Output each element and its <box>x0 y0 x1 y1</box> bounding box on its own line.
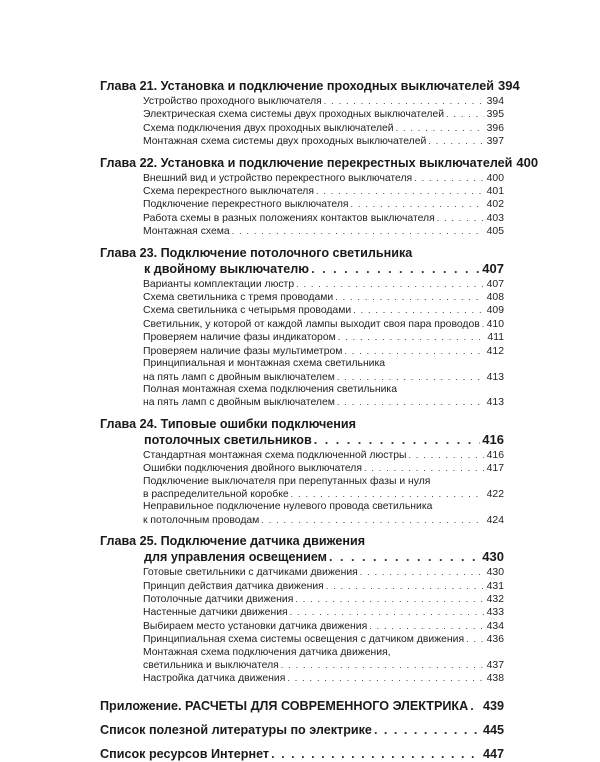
leader-dots <box>470 698 481 714</box>
leader-dots <box>351 198 484 210</box>
leader-dots <box>337 396 484 408</box>
leader-dots <box>311 261 480 277</box>
leader-dots <box>232 225 484 237</box>
chapter-title-second-line: к двойному выключателю <box>144 261 310 276</box>
toc-item[interactable] <box>143 345 504 358</box>
toc-item-label: Стандартная монтажная схема подключенной люстры <box>143 449 407 461</box>
toc-item-label: Монтажная схема системы двух проходных выключателей <box>143 136 427 148</box>
toc-item[interactable] <box>143 278 504 291</box>
toc-item-page: 408 <box>486 292 504 304</box>
chapter-items <box>100 278 504 410</box>
chapter-page-number: 430 <box>482 549 504 565</box>
toc-item[interactable] <box>143 212 504 225</box>
toc-item-label: Принципиальная схема системы освещения с датчиком движения <box>143 634 465 646</box>
toc-item-page: 436 <box>486 634 504 646</box>
toc-item-page: 433 <box>486 607 504 619</box>
toc-item-label: Принцип действия датчика движения <box>143 580 324 592</box>
leader-dots <box>446 108 484 120</box>
chapter-title-first-line[interactable]: Глава 23. Подключение потолочного светильника <box>100 245 413 260</box>
toc-item-first-line[interactable]: Неправильное подключение нулевого провода светильника <box>143 501 433 513</box>
toc-item-page: 405 <box>486 226 504 238</box>
toc-item-first-line[interactable]: Полная монтажная схема подключения светильника <box>143 383 397 395</box>
toc-item-label: Ошибки подключения двойного выключателя <box>143 463 362 475</box>
toc-item[interactable] <box>143 633 504 646</box>
leader-dots <box>335 291 484 303</box>
chapter-page-number: 400 <box>516 154 539 170</box>
toc-item[interactable] <box>143 396 504 409</box>
toc-item-page: 402 <box>486 199 504 211</box>
toc-item-page: 431 <box>486 580 504 592</box>
chapter-title-first-line[interactable]: Глава 24. Типовые ошибки подключения <box>100 416 356 431</box>
leader-dots <box>295 593 484 605</box>
toc-item[interactable] <box>143 580 504 593</box>
chapter-title: Глава 22. Установка и подключение перекрестных выключателей <box>100 155 513 170</box>
toc-item-page: 407 <box>486 278 504 290</box>
chapter-title-line[interactable] <box>100 154 539 171</box>
leader-dots <box>338 331 484 343</box>
toc-item-page: 401 <box>486 186 504 198</box>
appendix-page: 439 <box>482 698 504 713</box>
toc-item-label: на пять ламп с двойным выключателем <box>143 371 335 383</box>
toc-item-label: Светильник, у которой от каждой лампы выходит своя пара проводов <box>143 318 480 330</box>
toc-item-label: Подключение перекрестного выключателя <box>143 199 349 211</box>
toc-item[interactable] <box>143 122 504 135</box>
toc-item-page: 411 <box>487 332 504 344</box>
toc-item-first-line[interactable]: Подключение выключателя при перепутанных фазы и нуля <box>143 475 431 487</box>
toc-item-first-line[interactable]: Принципиальная и монтажная схема светильника <box>143 358 386 370</box>
leader-dots <box>369 620 484 632</box>
toc-item[interactable] <box>143 659 504 672</box>
toc-item[interactable] <box>143 198 504 211</box>
leader-dots <box>314 432 481 448</box>
chapter-title-line[interactable] <box>100 549 504 565</box>
toc-item-label: Выбираем место установки датчика движения <box>143 620 368 632</box>
toc-item-page: 409 <box>486 305 504 317</box>
toc-item[interactable] <box>143 304 504 317</box>
leader-dots <box>396 122 484 134</box>
leader-dots <box>296 278 484 290</box>
toc-item[interactable] <box>143 449 504 462</box>
toc-item[interactable] <box>143 108 504 121</box>
leader-dots <box>360 566 484 578</box>
appendix-label: Приложение. РАСЧЕТЫ ДЛЯ СОВРЕМЕННОГО ЭЛЕКТРИКА <box>100 698 469 713</box>
toc-item-label: Схема светильника с четырьмя проводами <box>143 305 352 317</box>
toc-item-page: 412 <box>486 345 504 357</box>
toc-item[interactable] <box>143 291 504 304</box>
resources-entry[interactable] <box>100 746 504 762</box>
chapter-24 <box>100 416 504 527</box>
chapter-page-number: 394 <box>497 78 520 93</box>
appendix-entry[interactable] <box>100 698 504 714</box>
leader-dots <box>261 514 484 526</box>
chapter-page-number: 407 <box>482 260 504 276</box>
leader-dots <box>482 318 484 330</box>
toc-item-label: светильника и выключателя <box>143 660 279 671</box>
leader-dots <box>437 212 484 224</box>
toc-item[interactable] <box>143 620 504 633</box>
leader-dots <box>326 580 484 592</box>
toc-item[interactable] <box>143 135 504 148</box>
toc-item[interactable] <box>143 185 504 198</box>
toc-item-page: 397 <box>486 136 504 148</box>
toc-item-label: Внешний вид и устройство перекрестного выключателя <box>143 172 413 184</box>
literature-page: 445 <box>482 722 504 737</box>
leader-dots <box>409 449 485 461</box>
toc-item-page: 424 <box>486 514 504 526</box>
toc-item-label: в распределительной коробке <box>143 488 289 500</box>
toc-item-first-line[interactable]: Монтажная схема подключения датчика движения, <box>143 646 391 658</box>
toc-item-label: Настройка датчика движения <box>143 673 286 685</box>
toc-item-label: Настенные датчики движения <box>143 607 288 619</box>
toc-item-label: Потолочные датчики движения <box>143 593 294 605</box>
toc-item-label: на пять ламп с двойным выключателем <box>143 397 335 409</box>
toc-item-label: Проверяем наличие фазы индикатором <box>143 332 336 344</box>
toc-item[interactable] <box>143 462 504 475</box>
leader-dots <box>353 304 484 316</box>
leader-dots <box>364 462 484 474</box>
leader-dots <box>344 345 484 357</box>
toc-item[interactable] <box>143 225 504 238</box>
chapter-22 <box>100 154 539 239</box>
toc-item-label: Устройство проходного выключателя <box>143 96 322 107</box>
toc-item-label: Готовые светильники с датчиками движения <box>143 567 358 579</box>
chapter-title-line[interactable] <box>100 261 504 277</box>
toc-item[interactable] <box>143 95 504 108</box>
resources-page: 447 <box>482 746 504 761</box>
toc-item-label: Проверяем наличие фазы мультиметром <box>143 345 343 357</box>
chapter-items <box>100 172 504 239</box>
chapter-21 <box>100 78 520 149</box>
toc-item[interactable] <box>143 514 504 527</box>
leader-dots <box>324 95 484 107</box>
leader-dots <box>281 659 484 671</box>
toc-item-page: 394 <box>486 96 504 107</box>
leader-dots <box>414 172 484 184</box>
toc-item-page: 430 <box>486 567 504 579</box>
toc-item-page: 396 <box>486 122 504 134</box>
toc-item[interactable] <box>143 566 504 579</box>
toc-item-page: 434 <box>486 620 504 632</box>
toc-item-page: 400 <box>486 172 504 184</box>
chapter-items <box>100 566 504 686</box>
toc-item-label: Схема светильника с тремя проводами <box>143 292 334 304</box>
toc-item-page: 438 <box>486 673 504 685</box>
chapter-title-line[interactable] <box>100 432 504 448</box>
literature-entry[interactable] <box>100 722 504 738</box>
toc-item[interactable] <box>143 318 504 331</box>
toc-item-page: 437 <box>486 660 504 671</box>
toc-item-page: 395 <box>486 109 504 121</box>
table-of-contents <box>100 78 539 762</box>
toc-item-page: 432 <box>486 593 504 605</box>
leader-dots <box>428 135 484 147</box>
toc-item-label: Монтажная схема <box>143 226 230 238</box>
leader-dots <box>337 371 484 383</box>
chapter-page-number: 416 <box>482 431 504 447</box>
toc-item-page: 417 <box>486 463 504 475</box>
chapter-title-first-line[interactable]: Глава 25. Подключение датчика движения <box>100 534 366 549</box>
toc-item-page: 422 <box>486 488 504 500</box>
leader-dots <box>271 746 481 762</box>
toc-item[interactable] <box>143 371 504 384</box>
leader-dots <box>329 549 480 565</box>
toc-item-label: Схема перекрестного выключателя <box>143 186 314 198</box>
toc-item-label: Работа схемы в разных положениях контактов выключателя <box>143 212 435 224</box>
toc-item-page: 416 <box>486 449 504 461</box>
toc-item[interactable] <box>143 672 504 685</box>
toc-item-page: 410 <box>486 318 504 330</box>
toc-item-label: Схема подключения двух проходных выключателей <box>143 122 394 134</box>
literature-label: Список полезной литературы по электрике <box>100 722 372 737</box>
leader-dots <box>291 488 484 500</box>
leader-dots <box>316 185 484 197</box>
chapter-items <box>100 95 504 149</box>
resources-label: Список ресурсов Интернет <box>100 746 270 761</box>
toc-item[interactable] <box>143 593 504 606</box>
toc-item-label: Электрическая схема системы двух проходных выключателей <box>143 109 445 121</box>
chapter-items <box>100 449 504 527</box>
toc-item[interactable] <box>143 606 504 619</box>
toc-item[interactable] <box>143 488 504 501</box>
toc-item-label: Варианты комплектации люстр <box>143 278 295 290</box>
chapter-23 <box>100 245 504 410</box>
toc-item-page: 413 <box>486 371 504 383</box>
chapter-title-second-line: для управления освещением <box>144 550 328 565</box>
leader-dots <box>374 722 481 738</box>
chapter-25 <box>100 533 504 686</box>
chapter-title: Глава 21. Установка и подключение проходных выключателей <box>100 79 494 93</box>
toc-item-page: 403 <box>486 212 504 224</box>
toc-item-label: к потолочным проводам <box>143 514 260 526</box>
leader-dots <box>290 606 484 618</box>
toc-item[interactable] <box>143 331 504 344</box>
leader-dots <box>287 672 484 684</box>
toc-item[interactable] <box>143 172 504 185</box>
chapter-title-second-line: потолочных светильников <box>144 432 312 447</box>
chapter-title-line[interactable] <box>100 78 520 94</box>
toc-item-page: 413 <box>486 397 504 409</box>
leader-dots <box>466 633 484 645</box>
